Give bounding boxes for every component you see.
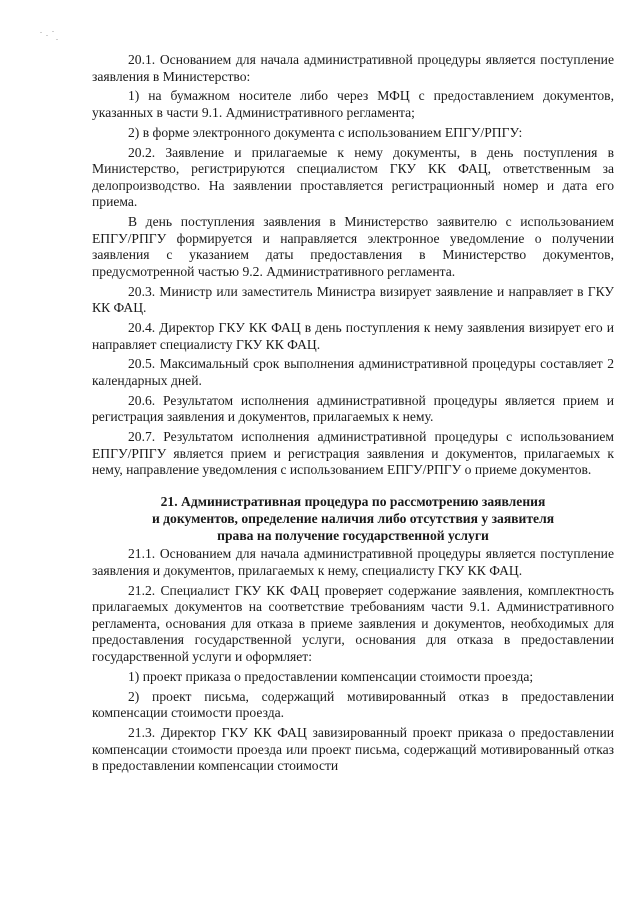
- paragraph-notification: В день поступления заявления в Министерство заявителю с использованием ЕПГУ/РПГУ формируется и направляется электронное уведомление о получении заявления с указанием даты предоставления в Министерство документов, предусмотренной частью 9.2. Административного регламента.: [92, 214, 614, 279]
- heading-line: права на получение государственной услуги: [217, 527, 489, 543]
- paragraph-21-3: 21.3. Директор ГКУ КК ФАЦ завизированный проект приказа о предоставлении компенсации стоимости проезда или проект письма, содержащий мотивированный отказ в предоставлении компенсации стоимости: [92, 725, 614, 774]
- paragraph-20-1: 20.1. Основанием для начала административной процедуры является поступление заявления в Министерство:: [92, 52, 614, 84]
- list-item-order-draft: 1) проект приказа о предоставлении компенсации стоимости проезда;: [128, 668, 534, 684]
- scan-artifact: [40, 30, 62, 44]
- paragraph-20-2: 20.2. Заявление и прилагаемые к нему документы, в день поступления в Министерство, регистрируются специалистом ГКУ КК ФАЦ, ответственным за делопроизводство. На заявлении проставляется регистрационный номер и дата его приема.: [92, 144, 614, 210]
- document-page: [92, 52, 614, 778]
- heading-line: и документов, определение наличия либо отсутствия у заявителя: [151, 510, 555, 526]
- paragraph-20-5: 20.5. Максимальный срок выполнения административной процедуры составляет 2 календарных дней.: [92, 356, 614, 388]
- heading-line: 21. Административная процедура по рассмотрению заявления: [160, 493, 546, 509]
- paragraph-21-2: 21.2. Специалист ГКУ КК ФАЦ проверяет содержание заявления, комплектность прилагаемых документов на соответствие требованиям части 9.1. Административного регламента, основания для отказа в приеме заявления и документов, необходимых для предоставления государственной услуги, основания для отказа в предоставлении государственной услуги и оформляет:: [92, 582, 614, 665]
- section-heading-21: [92, 494, 614, 544]
- paragraph-20-3: 20.3. Министр или заместитель Министра визирует заявление и направляет в ГКУ КК ФАЦ.: [92, 283, 614, 316]
- list-item-electronic: 2) в форме электронного документа с использованием ЕПГУ/РПГУ:: [128, 124, 523, 140]
- paragraph-20-6: 20.6. Результатом исполнения административной процедуры является прием и регистрация заявления и документов, прилагаемых к нему.: [92, 392, 614, 425]
- list-item-paper: 1) на бумажном носителе либо через МФЦ с предоставлением документов, указанных в части 9.1. Административного регламента;: [92, 88, 614, 120]
- paragraph-20-4: 20.4. Директор ГКУ КК ФАЦ в день поступления к нему заявления визирует его и направляет специалисту ГКУ КК ФАЦ.: [92, 320, 614, 352]
- list-item-refusal-letter: 2) проект письма, содержащий мотивированный отказ в предоставлении компенсации стоимости проезда.: [92, 688, 614, 721]
- paragraph-20-7: 20.7. Результатом исполнения административной процедуры с использованием ЕПГУ/РПГУ является прием и регистрация заявления и документов, прилагаемых к нему, направление уведомления с использованием ЕПГУ/РПГУ о приеме документов.: [92, 429, 614, 478]
- paragraph-21-1: 21.1. Основанием для начала административной процедуры является поступление заявления и документов, прилагаемых к нему, специалисту ГКУ КК ФАЦ.: [92, 546, 614, 578]
